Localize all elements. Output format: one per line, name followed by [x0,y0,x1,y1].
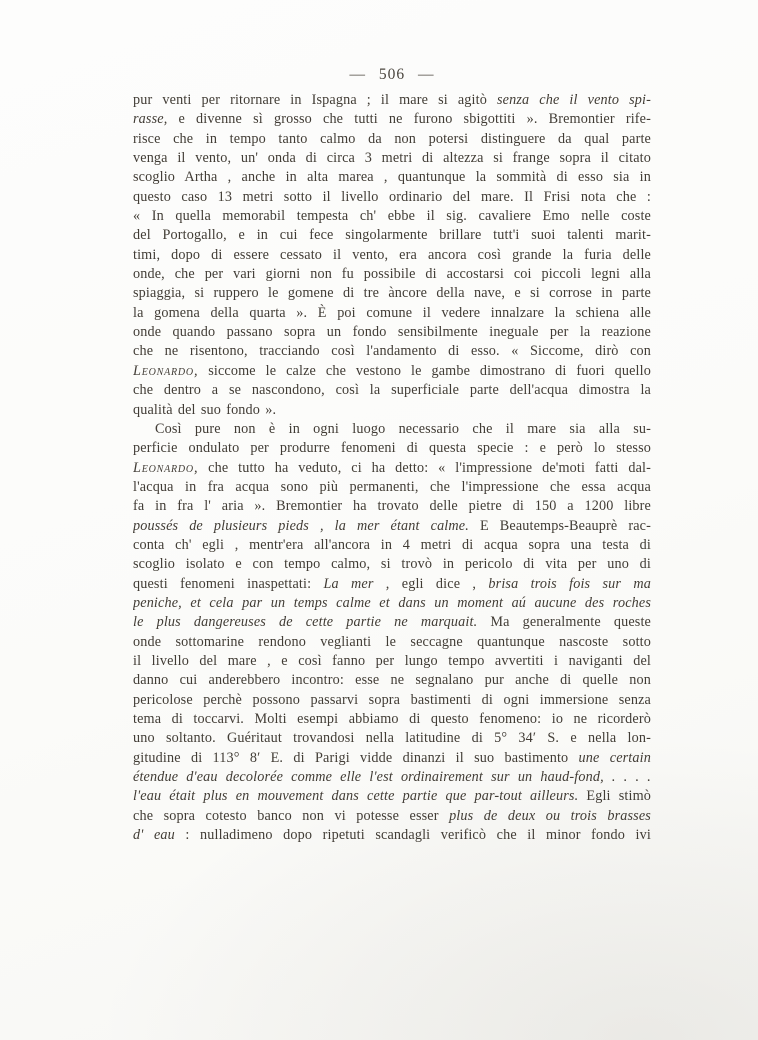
text-segment: qualità del suo fondo ». [133,401,277,418]
text-line [133,517,651,536]
text-line [133,691,651,710]
text-line [133,284,651,303]
text-line [133,497,651,516]
text-line [133,594,651,613]
text-segment: onde, che per vari giorni non fu possibile di accostarsi coi piccoli legni alla [133,266,651,283]
text-line [133,439,651,458]
text-segment: uno soltanto. Guéritaut trovandosi nella latitudine di 5° 34′ S. e nella lon- [133,730,651,747]
text-segment: onde sottomarine rendono veglianti le seccagne quantunque nascoste sotto [133,633,651,650]
text-line [133,401,651,420]
text-segment: senza che il vento spi- [496,92,651,108]
text-segment: e divenne sì grosso che tutti ne furono sbigottiti ». Bremontier rife- [167,111,651,128]
text-segment: La mer , [323,575,390,592]
text-line [133,555,651,574]
text-segment: la gomena della quarta ». È poi comune il vedere innalzare la schiena alle [133,304,651,321]
text-line [133,188,651,207]
text-line [133,749,651,768]
text-line [133,246,651,265]
text-line [133,342,651,361]
text-segment: pericolose perchè possono passarvi sopra bastimenti di ogni immersione senza [133,691,651,708]
text-segment: d' eau [133,827,175,844]
text-line [133,575,651,594]
text-segment: pur venti per ritornare in Ispagna ; il mare si agitò [133,92,497,108]
text-segment: l'acqua in fra acqua sono più permanenti, che l'impressione che essa acqua [133,478,651,495]
text-segment: il livello del mare , e così fanno per lungo tempo avvertiti i naviganti del [133,652,651,669]
text-segment: conta ch' egli , mentr'era all'ancora in 4 metri di acqua sopra una testa di [133,536,651,553]
text-line [133,130,651,149]
text-segment: Ma generalmente queste [477,614,651,631]
text-line [133,91,651,110]
text-segment: che dentro a se nascondono, così la superficiale parte dell'acqua dimostra la [133,382,651,399]
text-segment: gitudine di 113° 8′ E. di Parigi vidde dinanzi il suo bastimento [133,749,579,766]
text-line [133,807,651,826]
text-segment: tema di toccarvi. Molti esempi abbiamo di questo fenomeno: io ne ricorderò [133,711,651,727]
text-segment: rasse, [133,111,168,128]
text-line [133,110,651,129]
text-segment: onde quando passano sopra un fondo sensibilmente ineguale per la reazione [133,324,651,341]
text-line [133,323,651,342]
text-segment: che sopra cotesto banco non vi potesse esser [133,807,450,824]
text-line [133,168,651,187]
text-line [133,787,651,806]
text-line [133,710,651,729]
text-segment: spiaggia, si ruppero le gomene di tre àncore della nave, e si corrose in parte [133,285,651,302]
text-segment: Leonardo, [133,362,199,379]
text-line [133,459,651,478]
page-number: — 506 — [349,66,435,83]
text-segment: perficie ondulato per produrre fenomeni di questa specie : e però lo stesso [133,440,651,457]
text-segment: poussés de plusieurs pieds , la mer étant calme. [133,517,469,534]
text-segment: timi, dopo di essere cessato il vento, era ancora così grande la furia delle [133,246,651,263]
text-segment: Leonardo, [133,459,199,476]
text-segment: scoglio isolato e con tempo calmo, si trovò in pericolo di vita per uno di [133,556,651,573]
text-line [133,381,651,400]
text-line [133,671,651,690]
text-segment: E Beautemps-Beauprè rac- [468,517,651,534]
text-segment: l'eau était plus en mouvement dans cette partie que par-tout ailleurs. [133,788,579,805]
text-segment: une certain [578,749,651,766]
text-line [133,478,651,497]
text-segment: questo caso 13 metri sotto il livello ordinario del mare. Il Frisi nota che : [133,188,651,205]
text-line [133,613,651,632]
text-segment: siccome le calze che vestono le gambe dimostrano di fuori quello [198,362,651,379]
text-segment: le plus dangereuses de cette partie ne marquait. [133,614,478,631]
text-segment: étendue d'eau decolorée comme elle l'est ordinairement sur un haud-fond, . . . . [133,769,651,786]
text-line [133,149,651,168]
text-line [133,207,651,226]
text-line [133,304,651,323]
text-segment: questi fenomeni inaspettati: [133,575,324,592]
text-segment: Così pure non è in ogni luogo necessario che il mare sia alla su- [155,420,651,437]
text-segment: « In quella memorabil tempesta ch' ebbe il sig. cavaliere Emo nelle coste [133,208,651,225]
text-segment: : nulladimeno dopo ripetuti scandagli verificò che il minor fondo ivi [174,827,651,844]
text-line [133,265,651,284]
text-segment: risce che in tempo tanto calmo da non potersi distinguere da qual parte [133,130,651,147]
text-segment: del Portogallo, e in cui fece singolarmente brillare tutt'i suoi talenti marit- [133,227,651,244]
text-line [133,652,651,671]
text-segment: peniche, et cela par un temps calme et dans un moment aú aucune des roches [133,594,651,611]
text-line [133,826,651,845]
text-segment: egli dice , [389,575,489,592]
text-column [133,91,651,845]
text-segment: che tutto ha veduto, ci ha detto: « l'impressione de'moti fatti dal- [198,459,651,476]
text-segment: fa in fra l' aria ». Bremontier ha trovato delle pietre di 150 a 1200 libre [133,498,651,515]
text-line [133,768,651,787]
text-segment: danno cui anderebbero incontro: esse ne segnalano pur anche di quelle non [133,672,651,689]
text-segment: brisa trois fois sur ma [488,575,651,592]
text-line [133,536,651,555]
text-segment: venga il vento, un' onda di circa 3 metri di altezza si frange sopra il citato [133,150,651,167]
text-line [133,226,651,245]
text-segment: che ne risentono, tracciando così l'andamento di esso. « Siccome, dirò con [133,343,651,360]
text-segment: plus de deux ou trois brasses [449,807,651,824]
text-segment: scoglio Artha , anche in alta marea , quantunque la sommità di esso sia in [133,169,651,186]
text-line [133,633,651,652]
text-segment: Egli stimò [578,788,651,805]
text-line [133,420,651,439]
text-line [133,729,651,748]
text-line [133,362,651,381]
